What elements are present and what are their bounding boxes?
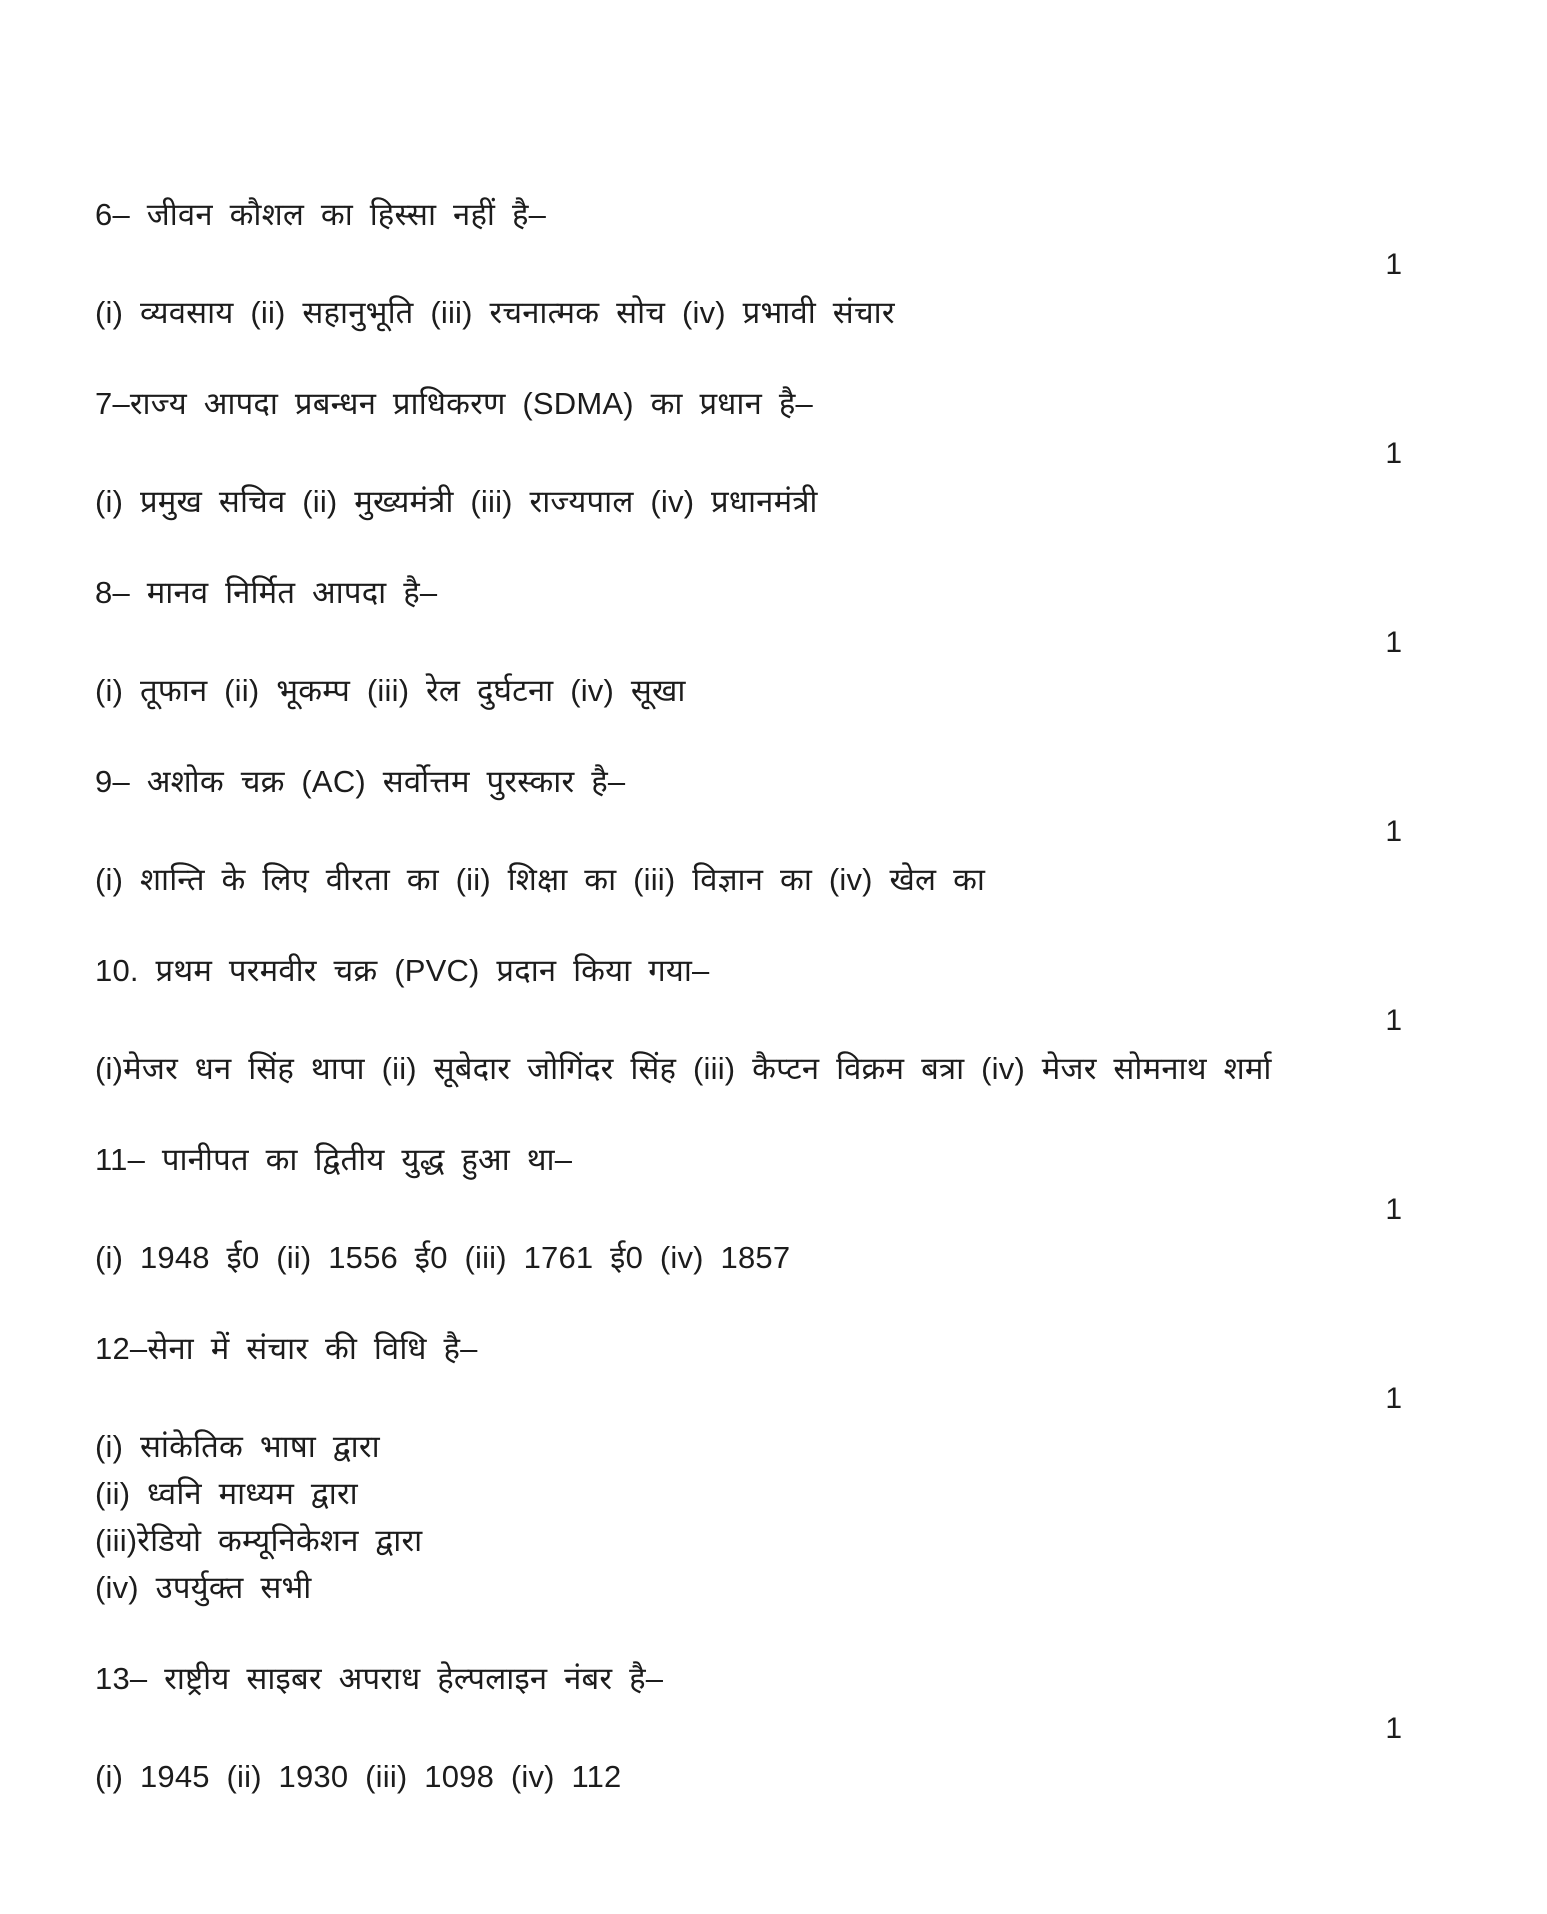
option-line: (i)मेजर धन सिंह थापा (ii) सूबेदार जोगिंदर सिंह (iii) कैप्टन विक्रम बत्रा (iv) मेजर सोमनाथ शर्मा xyxy=(95,1051,1272,1086)
option-line: (ii) ध्वनि माध्यम द्वारा xyxy=(95,1476,358,1511)
option-line: (iv) उपर्युक्त सभी xyxy=(95,1570,312,1605)
option-line: (i) व्यवसाय (ii) सहानुभूति (iii) रचनात्मक सोच (iv) प्रभावी संचार xyxy=(95,295,895,330)
question-options xyxy=(95,1045,1507,1092)
question-options xyxy=(95,1753,1507,1800)
question-heading: 12–सेना में संचार की विधि है– xyxy=(95,1331,478,1366)
question-marks: 1 xyxy=(1385,1004,1402,1037)
option-line: (i) 1948 ई0 (ii) 1556 ई0 (iii) 1761 ई0 (iv) 1857 xyxy=(95,1240,791,1275)
question-options xyxy=(95,667,1507,714)
question-marks: 1 xyxy=(1385,815,1402,848)
question-marks: 1 xyxy=(1385,626,1402,659)
question-block xyxy=(95,1659,1507,1800)
question-block xyxy=(95,573,1507,714)
option-line: (i) प्रमुख सचिव (ii) मुख्यमंत्री (iii) राज्यपाल (iv) प्रधानमंत्री xyxy=(95,484,818,519)
question-options xyxy=(95,478,1507,525)
question-marks: 1 xyxy=(1385,1382,1402,1415)
question-heading: 7–राज्य आपदा प्रबन्धन प्राधिकरण (SDMA) का प्रधान है– xyxy=(95,386,813,421)
question-marks: 1 xyxy=(1385,437,1402,470)
question-heading: 10. प्रथम परमवीर चक्र (PVC) प्रदान किया गया– xyxy=(95,953,710,988)
question-heading: 8– मानव निर्मित आपदा है– xyxy=(95,575,438,610)
question-block xyxy=(95,1329,1507,1611)
option-line: (iii)रेडियो कम्यूनिकेशन द्वारा xyxy=(95,1523,423,1558)
question-options xyxy=(95,289,1507,336)
question-heading: 6– जीवन कौशल का हिस्सा नहीं है– xyxy=(95,197,547,232)
question-block xyxy=(95,762,1507,903)
question-block xyxy=(95,195,1507,336)
question-block xyxy=(95,951,1507,1092)
option-line: (i) 1945 (ii) 1930 (iii) 1098 (iv) 112 xyxy=(95,1759,622,1794)
option-line: (i) तूफान (ii) भूकम्प (iii) रेल दुर्घटना (iv) सूखा xyxy=(95,673,686,708)
option-line: (i) सांकेतिक भाषा द्वारा xyxy=(95,1429,380,1464)
question-options xyxy=(95,1234,1507,1281)
question-block xyxy=(95,384,1507,525)
question-options xyxy=(95,856,1507,903)
question-block xyxy=(95,1140,1507,1281)
question-marks: 1 xyxy=(1385,248,1402,281)
question-heading: 13– राष्ट्रीय साइबर अपराध हेल्पलाइन नंबर है– xyxy=(95,1661,664,1696)
option-line: (i) शान्ति के लिए वीरता का (ii) शिक्षा का (iii) विज्ञान का (iv) खेल का xyxy=(95,862,986,897)
question-options xyxy=(95,1423,1507,1611)
question-heading: 11– पानीपत का द्वितीय युद्ध हुआ था– xyxy=(95,1142,573,1177)
question-heading: 9– अशोक चक्र (AC) सर्वोत्तम पुरस्कार है– xyxy=(95,764,626,799)
question-marks: 1 xyxy=(1385,1712,1402,1745)
question-marks: 1 xyxy=(1385,1193,1402,1226)
